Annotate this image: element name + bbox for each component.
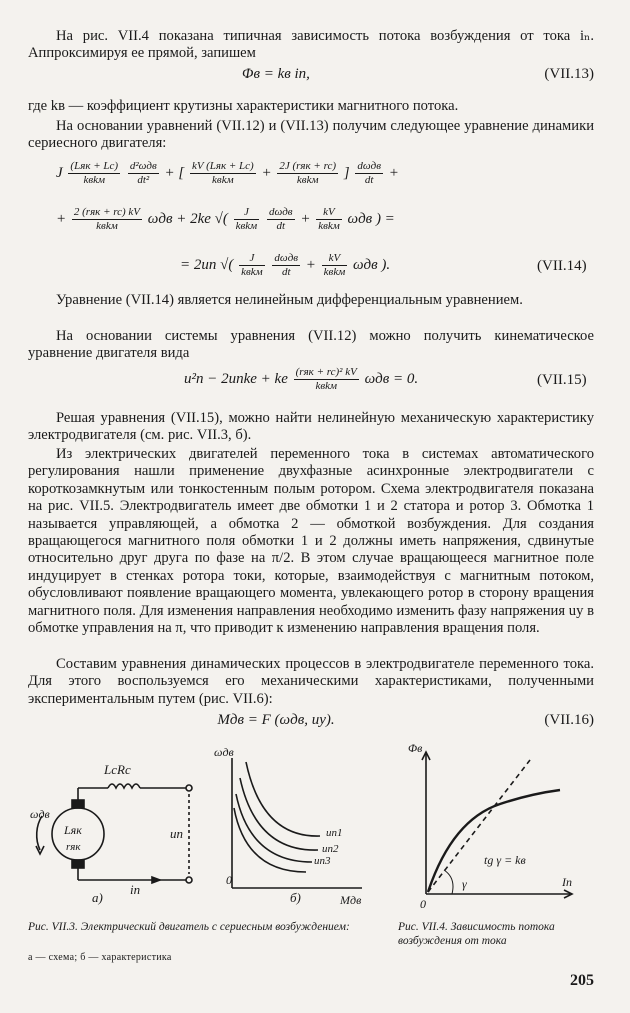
legend-vii-3: а — схема; б — характеристика bbox=[28, 952, 172, 963]
un3-label: uп3 bbox=[314, 855, 331, 867]
curve-un1 bbox=[246, 762, 320, 836]
origin-label: 0 bbox=[420, 897, 426, 911]
omega-axis-label: ωдв bbox=[214, 745, 234, 759]
paragraph-1: На рис. VII.4 показана типичная зависимость потока возбуждения от тока iₙ. Аппроксимируя ее прямой, запишем bbox=[28, 28, 594, 62]
equation-number: (VII.14) bbox=[537, 258, 587, 274]
eq15-body: u²п − 2uпke + ke $\frac{\text{(rяк + rc)² kV}}{\text{kвkм}}$ ωдв = 0. bbox=[184, 366, 419, 392]
equation-vii-16 bbox=[28, 712, 594, 734]
phi-label: Φв bbox=[408, 741, 423, 755]
m-axis-label: Mдв bbox=[340, 893, 362, 907]
terminal bbox=[186, 877, 192, 883]
brush-top bbox=[72, 800, 84, 808]
caption-vii-4: Рис. VII.4. Зависимость потока возбуждения от тока bbox=[398, 921, 555, 947]
lyak-label: Lяк bbox=[64, 823, 82, 837]
paragraph-4: Уравнение (VII.14) является нелинейным дифференциальным уравнением. bbox=[56, 292, 523, 308]
paragraph-8: Составим уравнения динамических процессов в электродвигателе переменного тока. Для этого воспользуемся его механическими характеристиками, полученными экспериментальным путем (рис. VII.6): bbox=[28, 656, 594, 707]
in-label: iп bbox=[130, 882, 141, 897]
curve-un2 bbox=[240, 778, 318, 850]
paragraph-2: где kв — коэффициент крутизны характеристики магнитного потока. bbox=[28, 98, 459, 114]
current-arrow bbox=[152, 877, 160, 883]
equation-vii-13 bbox=[28, 66, 594, 88]
equation-number: (VII.15) bbox=[537, 372, 587, 388]
approx-line bbox=[428, 760, 530, 892]
lc-rc-label: LcRc bbox=[104, 762, 131, 777]
ryak-label: rяк bbox=[66, 841, 81, 853]
eq14-line-2: + $\frac{\text{2 (rяк + rc) kV}}{\text{kвkм}}$ ωдв + 2ke √( $\frac{J}{\text{kвkм}}$ $\frac{\text{dωдв}}{dt}$ + $\frac{kV}{\text{kвkм}}$ ωдв ) = bbox=[56, 206, 395, 232]
brush-bottom bbox=[72, 860, 84, 868]
equation-number: (VII.16) bbox=[544, 712, 594, 728]
page-number: 205 bbox=[570, 972, 594, 989]
terminal bbox=[186, 785, 192, 791]
caption-vii-3: Рис. VII.3. Электрический двигатель с сериесным возбуждением: bbox=[28, 921, 350, 933]
equation-body: Φв = kв iп, bbox=[242, 66, 310, 82]
in-axis-label: Iп bbox=[562, 875, 572, 889]
un2-label: uп2 bbox=[322, 843, 339, 855]
paragraph-3: На основании уравнений (VII.12) и (VII.13) получим следующее уравнение динамики сериесного двигателя: bbox=[28, 118, 594, 152]
figures bbox=[0, 738, 630, 918]
paragraph-7: Из электрических двигателей переменного тока в системах автоматического регулирования нашли применение двухфазные асинхронные электродвигатели с короткозамкнутым или тонкостенным полым ротором. Схема электродвигателя показана на рис. VII.5. Электродвигатель имеет две обмотки 1 и 2 статора и ротор 3. Обмотка 1 называется управляющей, а обмотка 2 — обмоткой возбуждения. Для создания вращающегося магнитного поля обмотки 1 и 2 должны иметь напряжения, сдвинутые относительно друг друга по фазе на π/2. В этом случае вращающееся магнитное поле индуцирует в стенках ротора токи, которые, взаимодействуя с магнитным потоком, обусловливают появление вращающего момента, увлекающего ротор в сторону вращения магнитного поля. Для изменения направления необходимо изменить фазу напряжения uу в обмотке управления на π, что приводит к изменению направления вращения поля. bbox=[28, 446, 594, 637]
tg-label: tg γ = kв bbox=[484, 853, 526, 867]
figure-b-label: б) bbox=[290, 890, 301, 905]
paragraph-6: Решая уравнения (VII.15), можно найти нелинейную механическую характеристику электродвигателя (см. рис. VII.3, б). bbox=[28, 410, 594, 444]
equation-number: (VII.13) bbox=[544, 66, 594, 82]
eq14-line-1: J $\frac{\text{(Lяк + Lc)}}{\text{kвkм}}$ $\frac{\text{d²ωдв}}{\text{dt²}}$ + [ $\frac{\text{kV (Lяк + Lc)}}{\text{kвkм}}$ + $\frac{\text{2J (rяк + rc)}}{\text{kвkм}}$ ] $\frac{\text{dωдв}}{dt}$ + bbox=[56, 160, 399, 186]
omega-label: ωдв bbox=[30, 807, 50, 821]
origin-label: 0 bbox=[226, 873, 232, 887]
angle-arc bbox=[444, 870, 453, 894]
equation-body: Mдв = F (ωдв, uу). bbox=[217, 712, 335, 728]
rotation-arrow bbox=[37, 816, 42, 850]
figure-vii-3a-circuit bbox=[30, 762, 192, 905]
figure-vii-3b-characteristic bbox=[214, 745, 362, 907]
figure-vii-4-flux bbox=[408, 741, 572, 911]
gamma-label: γ bbox=[462, 877, 467, 891]
curve-un4 bbox=[234, 808, 306, 872]
coil bbox=[108, 784, 140, 788]
paragraph-5: На основании системы уравнения (VII.12) можно получить кинематическое уравнение двигателя вида bbox=[28, 328, 594, 362]
figure-a-label: а) bbox=[92, 890, 103, 905]
eq14-line-3: = 2uп √( $\frac{J}{\text{kвkм}}$ $\frac{\text{dωдв}}{dt}$ + $\frac{kV}{\text{kвkм}}$ ωдв ). bbox=[180, 252, 391, 278]
un-label: uп bbox=[170, 826, 183, 841]
un1-label: uп1 bbox=[326, 827, 343, 839]
